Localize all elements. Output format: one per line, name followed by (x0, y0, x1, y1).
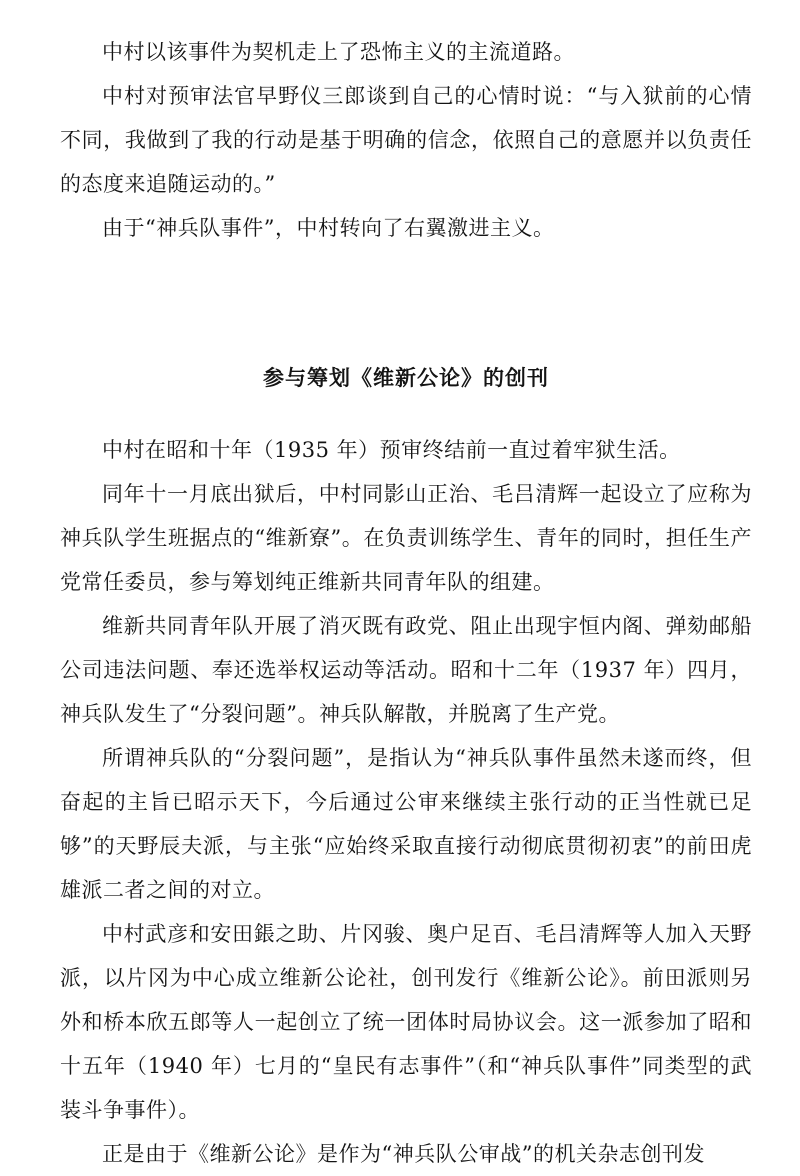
intro-section (60, 30, 752, 250)
paragraph: 所谓神兵队的“分裂问题”，是指认为“神兵队事件虽然未遂而终，但奋起的主旨已昭示天下，今后通过公审来继续主张行动的正当性就已足够”的天野辰夫派，与主张“应始终采取直接行动彻底贯彻初衷”的前田虎雄派二者之间的对立。 (60, 746, 752, 902)
paragraph: 维新共同青年队开展了消灭既有政党、阻止出现宇恒内阁、弹劾邮船公司违法问题、奉还选举权运动等活动。昭和十二年（1937 年）四月，神兵队发生了“分裂问题”。神兵队解散，并脱离了生产党。 (60, 614, 752, 726)
paragraph: 中村以该事件为契机走上了恐怖主义的主流道路。 (102, 40, 575, 64)
paragraph: 中村对预审法官早野仪三郎谈到自己的心情时说：“与入狱前的心情不同，我做到了我的行动是基于明确的信念，依照自己的意愿并以负责任的态度来追随运动的。” (60, 84, 752, 196)
section-heading: 参与筹划《维新公论》的创刊 (263, 366, 549, 390)
section-body (60, 428, 752, 1176)
paragraph: 中村武彦和安田鋹之助、片冈骏、奥户足百、毛吕清辉等人加入天野派，以片冈为中心成立维新公论社，创刊发行《维新公论》。前田派则另外和桥本欣五郎等人一起创立了统一团体时局协议会。这一派参加了昭和十五年（1940 年）七月的“皇民有志事件”（和“神兵队事件”同类型的武装斗争事件）。 (60, 922, 752, 1122)
paragraph: 正是由于《维新公论》是作为“神兵队公审战”的机关杂志创刊发 (102, 1142, 705, 1166)
paragraph: 由于“神兵队事件”，中村转向了右翼激进主义。 (102, 216, 555, 240)
paragraph: 同年十一月底出狱后，中村同影山正治、毛吕清辉一起设立了应称为神兵队学生班据点的“维新寮”。在负责训练学生、青年的同时，担任生产党常任委员，参与筹划纯正维新共同青年队的组建。 (60, 482, 752, 594)
paragraph: 中村在昭和十年（1935 年）预审终结前一直过着牢狱生活。 (102, 438, 681, 462)
